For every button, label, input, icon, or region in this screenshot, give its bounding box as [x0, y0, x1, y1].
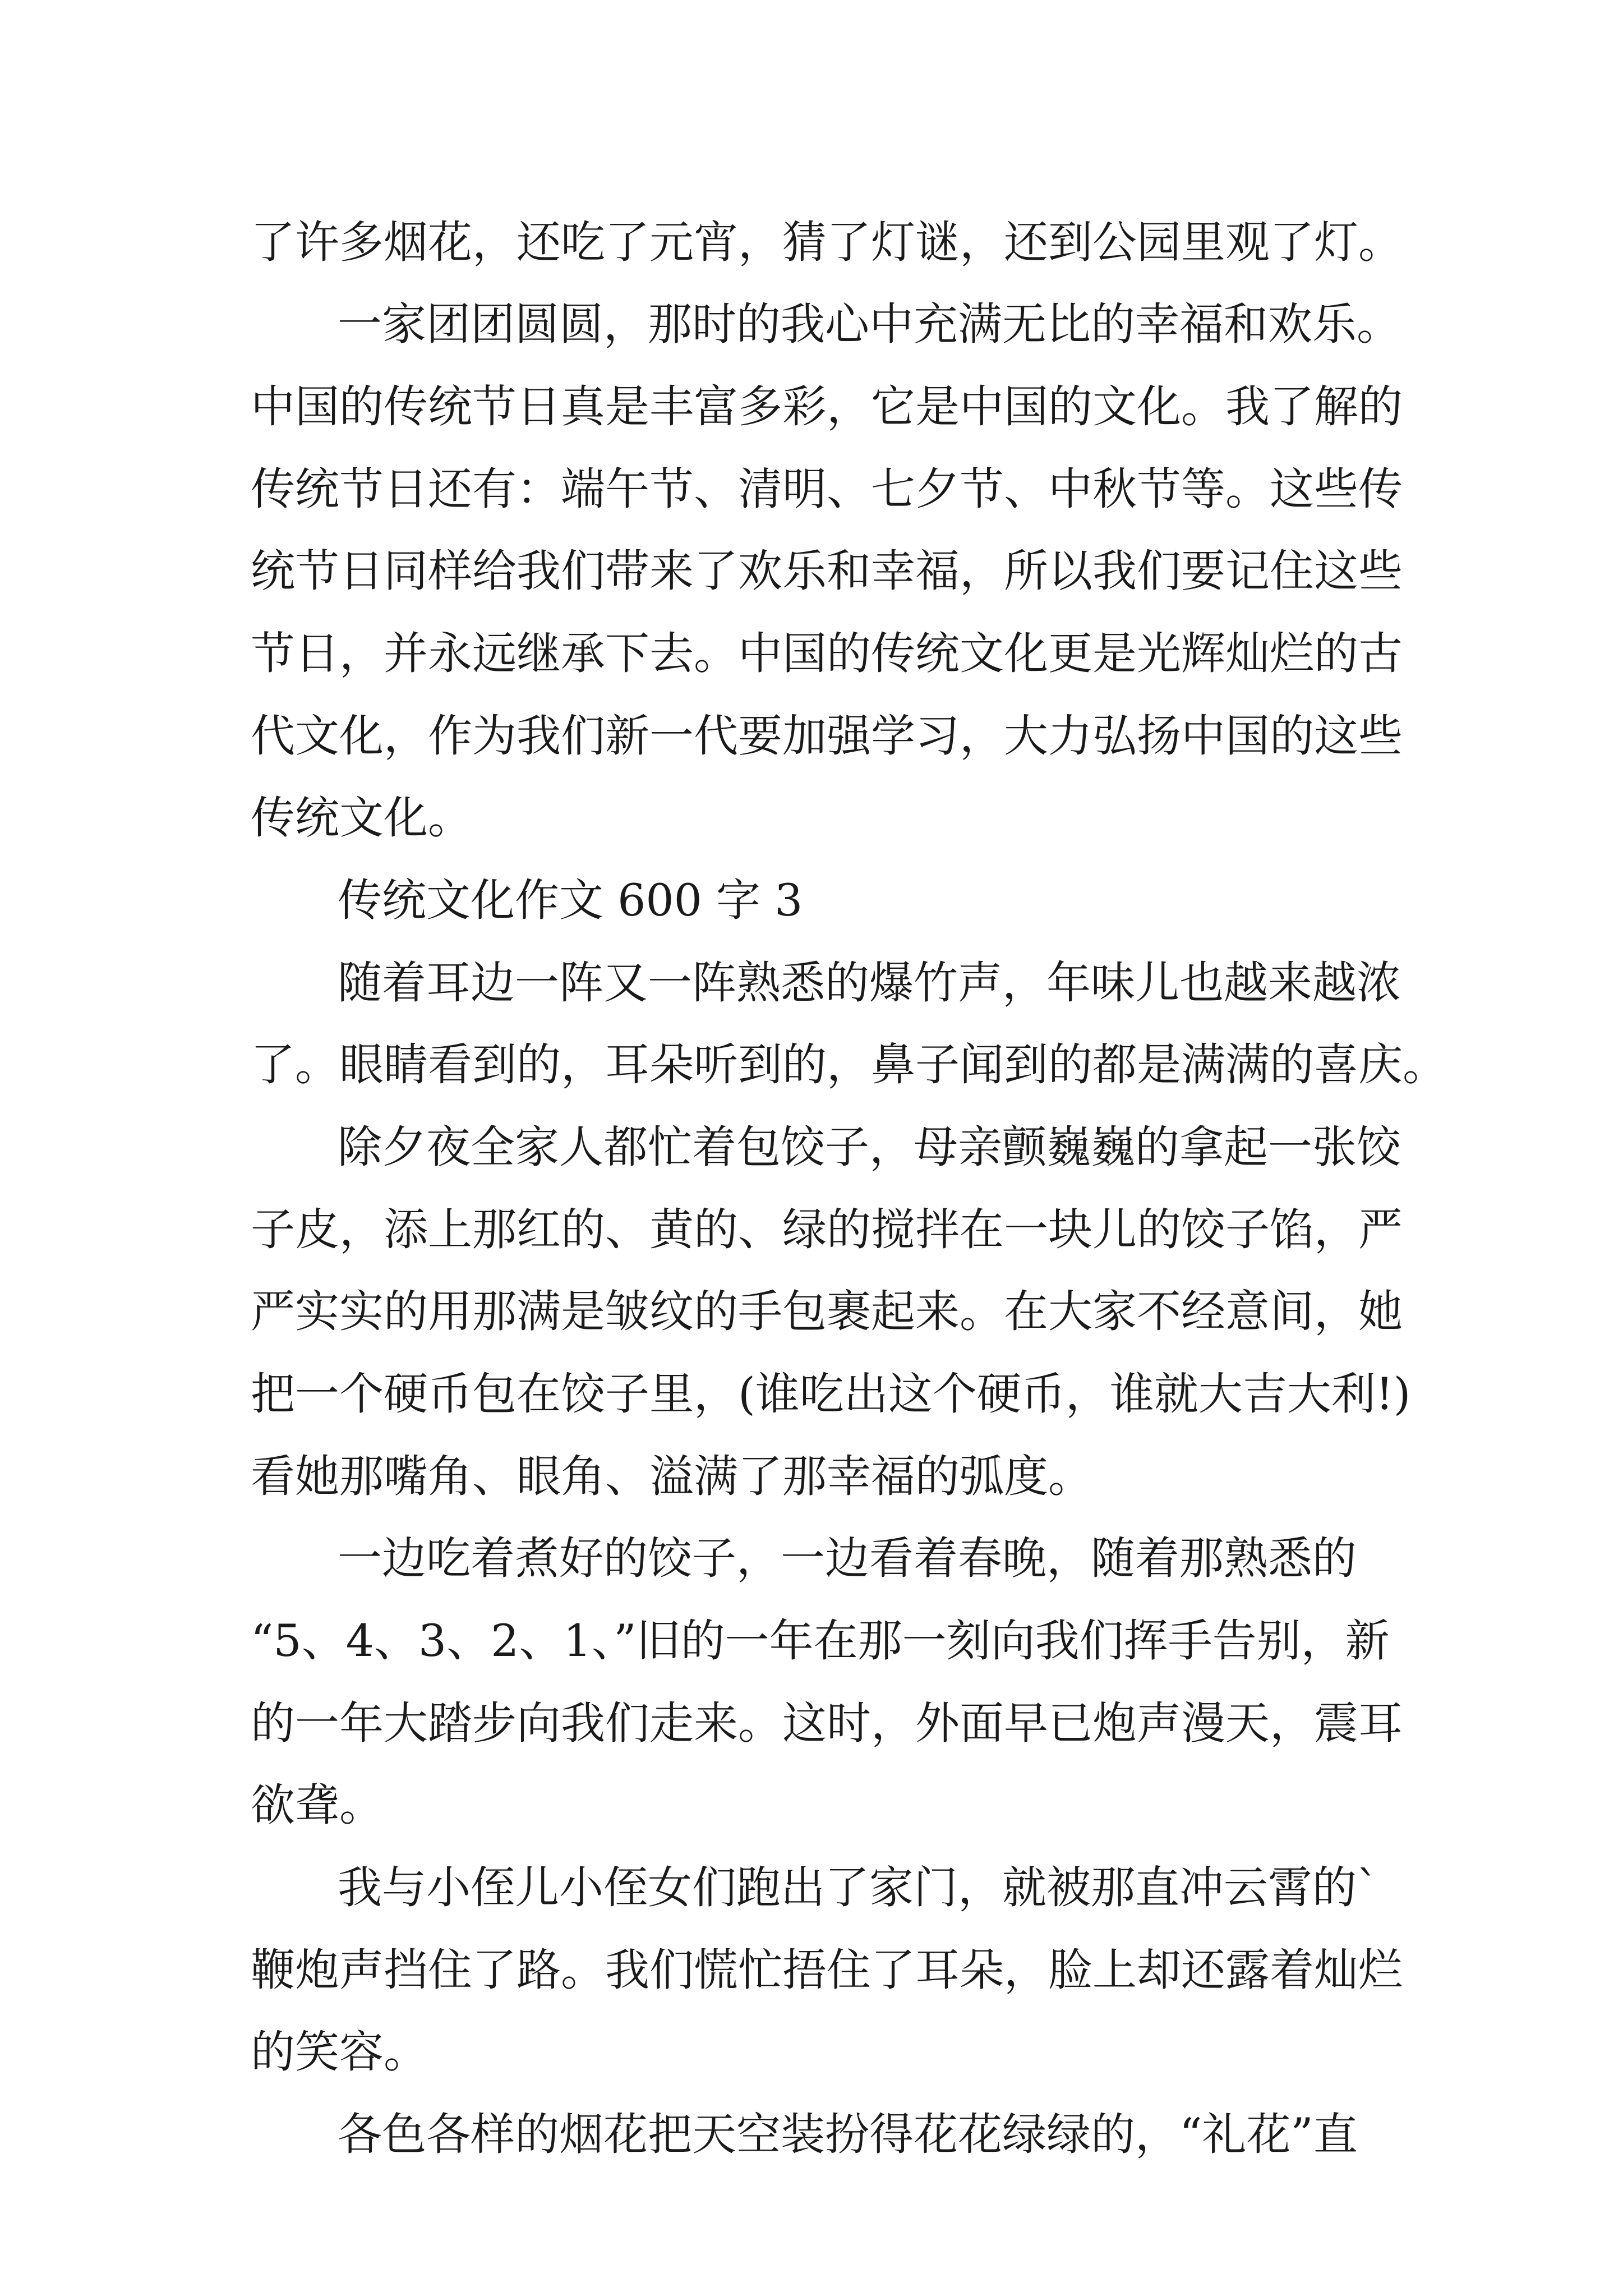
text-line: 严实实的用那满是皱纹的手包裹起来。在大家不经意间，她: [251, 1286, 1403, 1337]
text-line: 统节日同样给我们带来了欢乐和幸福，所以我们要记住这些: [251, 545, 1403, 597]
text-line: 了许多烟花，还吃了元宵，猜了灯谜，还到公园里观了灯。: [251, 217, 1403, 268]
text-line: 传统文化。: [251, 792, 472, 844]
text-line: 各色各样的烟花把天空装扮得花花绿绿的，“礼花”直: [338, 2109, 1358, 2160]
text-line: 子皮，添上那红的、黄的、绿的搅拌在一块儿的饺子馅，严: [251, 1204, 1403, 1255]
text-line: 我与小侄儿小侄女们跑出了家门，就被那直冲云霄的`: [338, 1862, 1379, 1913]
text-line: 除夕夜全家人都忙着包饺子，母亲颤巍巍的拿起一张饺: [338, 1121, 1401, 1173]
text-line: 一家团团圆圆，那时的我心中充满无比的幸福和欢乐。: [338, 298, 1401, 350]
text-line: 欲聋。: [251, 1779, 384, 1831]
text-line: 的一年大踏步向我们走来。这时，外面早已炮声漫天，震耳: [251, 1697, 1403, 1749]
text-line: 随着耳边一阵又一阵熟悉的爆竹声，年味儿也越来越浓: [338, 957, 1401, 1009]
text-line: “5、4、3、2、1、”旧的一年在那一刻向我们挥手告别，新: [251, 1615, 1390, 1667]
text-line: 代文化，作为我们新一代要加强学习，大力弘扬中国的这些: [251, 710, 1403, 762]
text-line: 中国的传统节日真是丰富多彩，它是中国的文化。我了解的: [251, 381, 1403, 432]
text-line: 鞭炮声挡住了路。我们慌忙捂住了耳朵，脸上却还露着灿烂: [251, 1944, 1403, 1996]
section-heading: 传统文化作文 600 字 3: [338, 875, 803, 926]
text-line: 传统节日还有：端午节、清明、七夕节、中秋节等。这些传: [251, 463, 1403, 515]
text-line: 节日，并永远继承下去。中国的传统文化更是光辉灿烂的古: [251, 628, 1403, 679]
text-line: 看她那嘴角、眼角、溢满了那幸福的弧度。: [251, 1451, 1092, 1502]
text-line: 把一个硬币包在饺子里，(谁吃出这个硬币，谁就大吉大利!): [251, 1368, 1411, 1420]
text-line: 一边吃着煮好的饺子，一边看着春晚，随着那熟悉的: [338, 1533, 1357, 1584]
text-line: 的笑容。: [251, 2026, 428, 2078]
text-line: 了。眼睛看到的，耳朵听到的，鼻子闻到的都是满满的喜庆。: [251, 1039, 1447, 1091]
